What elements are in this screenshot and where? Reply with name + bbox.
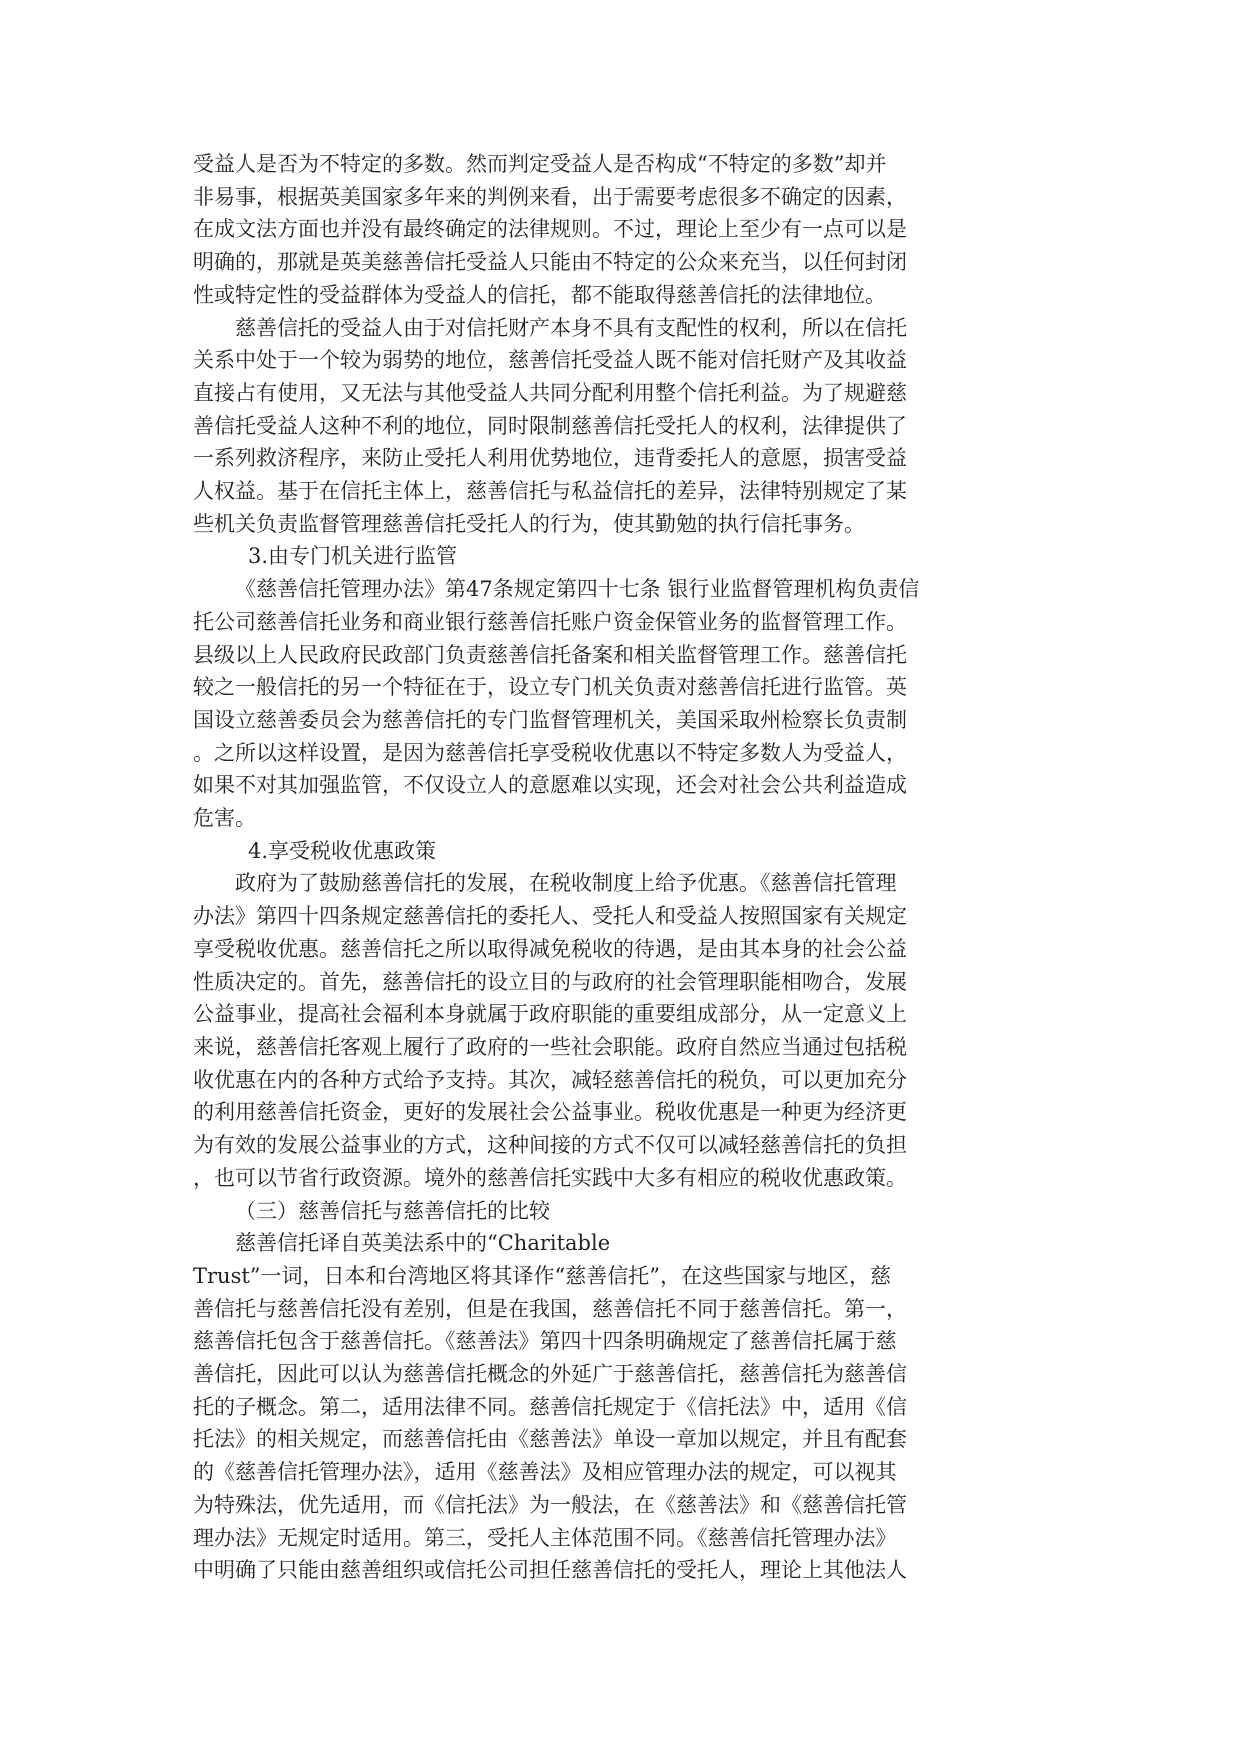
text-line: 理办法》无规定时适用。第三，受托人主体范围不同。《慈善信托管理办法》 — [193, 1525, 897, 1550]
text-line: 国设立慈善委员会为慈善信托的专门监督管理机关，美国采取州检察长负责制 — [193, 707, 907, 732]
text-line: 在成文法方面也并没有最终确定的法律规则。不过，理论上至少有一点可以是 — [193, 217, 907, 242]
text-line: Trust”一词，日本和台湾地区将其译作“慈善信托”，在这些国家与地区，慈 — [193, 1263, 891, 1288]
text-line: ，也可以节省行政资源。境外的慈善信托实践中大多有相应的税收优惠政策。 — [193, 1165, 907, 1190]
document-page — [193, 148, 1043, 1587]
text-line: 《慈善信托管理办法》第47条规定第四十七条 银行业监督管理机构负责信 — [235, 577, 920, 602]
text-line: 的《慈善信托管理办法》，适用《慈善法》及相应管理办法的规定，可以视其 — [193, 1460, 897, 1485]
text-line: 直接占有使用，又无法与其他受益人共同分配利用整个信托利益。为了规避慈 — [193, 380, 907, 405]
text-line: 如果不对其加强监管，不仅设立人的意愿难以实现，还会对社会公共利益造成 — [193, 773, 907, 798]
text-line: 善信托受益人这种不利的地位，同时限制慈善信托受托人的权利，法律提供了 — [193, 413, 907, 438]
text-line: 政府为了鼓励慈善信托的发展，在税收制度上给予优惠。《慈善信托管理 — [235, 871, 897, 896]
text-line: 公益事业，提高社会福利本身就属于政府职能的重要组成部分，从一定意义上 — [193, 1002, 907, 1027]
text-line: 一系列救济程序，来防止受托人利用优势地位，违背委托人的意愿，损害受益 — [193, 446, 907, 471]
text-line: 善信托与慈善信托没有差别，但是在我国，慈善信托不同于慈善信托。第一， — [193, 1296, 907, 1321]
text-line: 托的子概念。第二，适用法律不同。慈善信托规定于《信托法》中，适用《信 — [193, 1394, 907, 1419]
text-line: （三）慈善信托与慈善信托的比较 — [235, 1198, 550, 1223]
text-line: 为特殊法，优先适用，而《信托法》为一般法，在《慈善法》和《慈善信托管 — [193, 1492, 907, 1517]
text-line: 些机关负责监督管理慈善信托受托人的行为，使其勤勉的执行信托事务。 — [193, 511, 865, 536]
text-line: 中明确了只能由慈善组织或信托公司担任慈善信托的受托人，理论上其他法人 — [193, 1558, 907, 1583]
text-line: 危害。 — [193, 806, 256, 831]
text-line: 来说，慈善信托客观上履行了政府的一些社会职能。政府自然应当通过包括税 — [193, 1034, 907, 1059]
text-line: 慈善信托译自英美法系中的“Charitable — [235, 1231, 611, 1256]
text-line: 的利用慈善信托资金，更好的发展社会公益事业。税收优惠是一种更为经济更 — [193, 1100, 907, 1125]
text-line: 性或特定性的受益群体为受益人的信托，都不能取得慈善信托的法律地位。 — [193, 282, 886, 307]
text-line: 慈善信托的受益人由于对信托财产本身不具有支配性的权利，所以在信托 — [235, 315, 907, 340]
text-line: 善信托，因此可以认为慈善信托概念的外延广于慈善信托，慈善信托为慈善信 — [193, 1362, 907, 1387]
text-line: 非易事，根据英美国家多年来的判例来看，出于需要考虑很多不确定的因素， — [193, 184, 907, 209]
text-line: 受益人是否为不特定的多数。然而判定受益人是否构成“不特定的多数”却并 — [193, 152, 887, 176]
text-line: 办法》第四十四条规定慈善信托的委托人、受托人和受益人按照国家有关规定 — [193, 904, 907, 929]
text-line: 收优惠在内的各种方式给予支持。其次，减轻慈善信托的税负，可以更加充分 — [193, 1067, 907, 1092]
text-line: 关系中处于一个较为弱势的地位，慈善信托受益人既不能对信托财产及其收益 — [193, 348, 907, 373]
text-line: 享受税收优惠。慈善信托之所以取得减免税收的待遇，是由其本身的社会公益 — [193, 936, 907, 961]
text-line: 3.由专门机关进行监管 — [248, 544, 458, 569]
text-line: 4.享受税收优惠政策 — [248, 838, 437, 863]
text-line: 人权益。基于在信托主体上，慈善信托与私益信托的差异，法律特别规定了某 — [193, 479, 907, 504]
text-line: 托公司慈善信托业务和商业银行慈善信托账户资金保管业务的监督管理工作。 — [193, 609, 907, 634]
text-line: 为有效的发展公益事业的方式，这种间接的方式不仅可以减轻慈善信托的负担 — [193, 1133, 907, 1158]
text-line: 较之一般信托的另一个特征在于，设立专门机关负责对慈善信托进行监管。英 — [193, 675, 907, 700]
text-line: 性质决定的。首先，慈善信托的设立目的与政府的社会管理职能相吻合，发展 — [193, 969, 907, 994]
text-line: 明确的，那就是英美慈善信托受益人只能由不特定的公众来充当，以任何封闭 — [193, 250, 907, 275]
text-line: 托法》的相关规定，而慈善信托由《慈善法》单设一章加以规定，并且有配套 — [193, 1427, 907, 1452]
text-line: 县级以上人民政府民政部门负责慈善信托备案和相关监督管理工作。慈善信托 — [193, 642, 907, 667]
text-line: 慈善信托包含于慈善信托。《慈善法》第四十四条明确规定了慈善信托属于慈 — [193, 1329, 897, 1354]
text-line: 。之所以这样设置，是因为慈善信托享受税收优惠以不特定多数人为受益人， — [193, 740, 907, 765]
